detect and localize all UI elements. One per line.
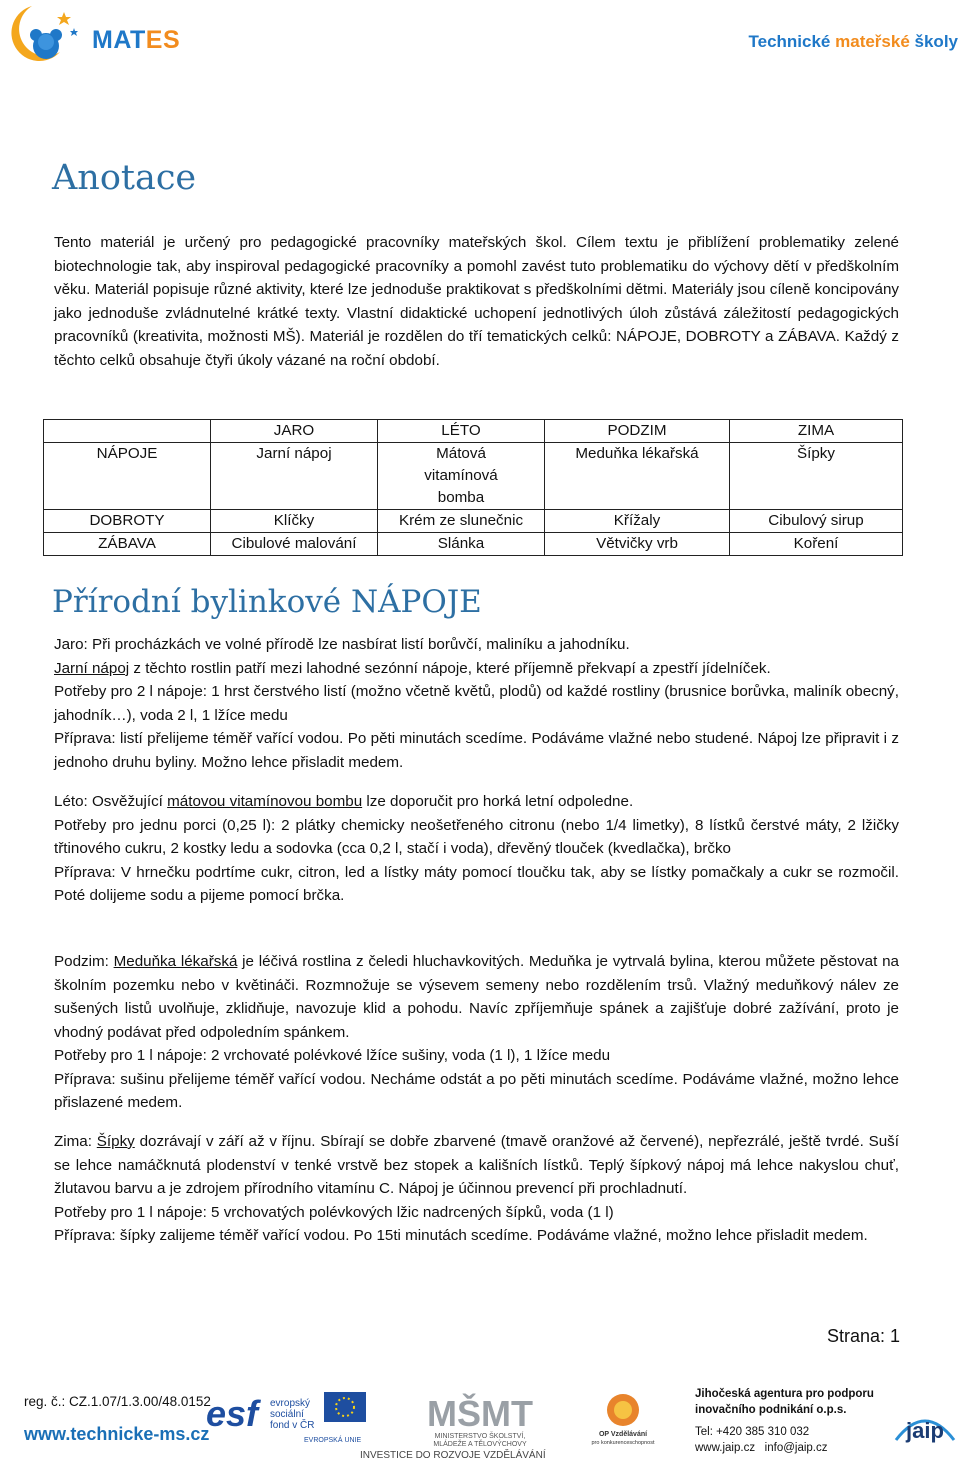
autumn-prep: Příprava: sušinu přelijeme téměř vařící vodou. Necháme odstát a po pěti minutách scedíme. Podáváme vlažné, možno lehce přislazené medem. [54, 1070, 899, 1111]
spring-needs: Potřeby pro 2 l nápoje: 1 hrst čerstvého listí (možno včetně květů, plodů) od každé rostliny (brusnice borůvka, maliník obecný, jahodník…), voda 2 l, 1 lžíce medu [54, 683, 899, 724]
topics-table [43, 419, 903, 556]
svg-text:EVROPSKÁ UNIE: EVROPSKÁ UNIE [304, 1437, 362, 1444]
winter-prep: Příprava: šípky zalijeme téměř vařící vodou. Po 15ti minutách scedíme. Podáváme vlažné, možno lehce přisladit medem. [54, 1227, 868, 1244]
agency-web-link[interactable]: www.jaip.cz [695, 1442, 756, 1454]
table-cell: Cibulové malování [211, 533, 378, 556]
table-cell: Cibulový sirup [730, 510, 903, 533]
svg-text:fond v ČR: fond v ČR [270, 1420, 315, 1431]
spring-drink-link: Jarní nápoj [54, 659, 130, 677]
page-header [0, 0, 960, 80]
table-cell: PODZIM [545, 420, 730, 443]
table-cell: Šípky [730, 443, 903, 510]
table-cell: Koření [730, 533, 903, 556]
table-cell: LÉTO [378, 420, 545, 443]
section-title: Přírodní bylinkové NÁPOJE [52, 584, 482, 620]
summer-prep: Příprava: V hrnečku podrtíme cukr, citron, led a lístky máty pomocí tloučku tak, aby se lístky pomačkaly a cukr se rozmočil. Poté dolijeme sodu a pijeme pomocí brčka. [54, 863, 899, 904]
svg-text:jaip: jaip [906, 1418, 944, 1443]
table-row [44, 443, 903, 510]
summer-needs: Potřeby pro jednu porci (0,25 l): 2 plátky chemicky neošetřeného citronu (nebo 1/4 limetky), 8 lístků čerstvé máty, 2 lžičky třtinového cukru, 2 kostky ledu a sodovka (cca 0,2 l, stačí i voda), dřevěný tlouček (kvedlačka), brčko [54, 816, 899, 857]
agency-info: Jihočeská agentura pro podporu inovačního podnikání o.p.s. Tel: +420 385 310 032 www.jaip.cz info@jaip.cz [695, 1388, 874, 1454]
svg-text:evropský: evropský [270, 1398, 311, 1409]
table-header-row [44, 420, 903, 443]
msmt-logo-icon [380, 1388, 580, 1448]
svg-text:esf: esf [206, 1393, 259, 1434]
investment-slogan: INVESTICE DO ROZVOJE VZDĚLÁVÁNÍ [360, 1450, 546, 1461]
header-tagline: Technické mateřské školy [748, 32, 958, 51]
table-cell: Mátová vitamínová bomba [378, 443, 545, 510]
table-cell: Krém ze slunečnic [378, 510, 545, 533]
winter-intro: Zima: Šípky dozrávají v září až v říjnu. Sbírají se dobře zbarvené (tmavě oranžové až červené), nepřezrálé, ještě tvrdé. Suší se lehce namáčknutá plodenství v tenké vrstvě bez stopek a kališních lístků. Teplý šípkový nápoj má lehce nakyslou chuť, žlutavou barvu a je zdrojem přírodního vitamínu C. Nápoj je účinnou prevencí při prochladnutí. [54, 1133, 899, 1197]
page-number: Strana: 1 [826, 1326, 900, 1346]
table-cell: JARO [211, 420, 378, 443]
spring-intro: Jaro: Při procházkách ve volné přírodě lze nasbírat listí borůvčí, maliníku a jahodníku. [54, 636, 630, 653]
svg-text:sociální: sociální [270, 1409, 304, 1420]
table-cell: ZIMA [730, 420, 903, 443]
winter-block [54, 1130, 899, 1248]
registration-number: reg. č.: CZ.1.07/1.3.00/48.0152 [24, 1394, 211, 1409]
svg-text:MŠMT: MŠMT [427, 1393, 533, 1434]
table-cell: Větvičky vrb [545, 533, 730, 556]
opvk-logo-icon [584, 1388, 662, 1448]
table-cell: ZÁBAVA [44, 533, 211, 556]
website-link[interactable]: www.technicke-ms.cz [24, 1424, 210, 1444]
table-cell: NÁPOJE [44, 443, 211, 510]
table-cell: Meduňka lékařská [545, 443, 730, 510]
svg-text:MLÁDEŽE A TĚLOVÝCHOVY: MLÁDEŽE A TĚLOVÝCHOVY [433, 1441, 527, 1448]
summer-intro: Léto: Osvěžující mátovou vitamínovou bombu lze doporučit pro horká letní odpoledne. [54, 793, 634, 810]
autumn-block [54, 950, 899, 1115]
svg-text:MINISTERSTVO ŠKOLSTVÍ,: MINISTERSTVO ŠKOLSTVÍ, [434, 1433, 526, 1440]
table-cell: Jarní nápoj [211, 443, 378, 510]
table-row [44, 510, 903, 533]
table-cell: Klíčky [211, 510, 378, 533]
winter-needs: Potřeby pro 1 l nápoje: 5 vrchovatých polévkových lžic nadrcených šípků, voda (1 l) [54, 1203, 614, 1221]
table-cell: Křížaly [545, 510, 730, 533]
summer-block [54, 790, 899, 908]
annotation-text: Tento materiál je určený pro pedagogické pracovníky mateřských škol. Cílem textu je přiblížení problematiky zelené biotechnologie tak, aby inspiroval pedagogické pracovníky a pomohl zavést tuto problematiku do výchovy dětí v předškolním věku. Materiál popisuje různé aktivity, které lze jednoduše praktikovat s předškolními dětmi. Materiály jsou cíleně koncipovány jako jednoduše zvládnutelné krátké texty. Vlastní didaktické uchopení jednotlivých úloh zůstává záležitostí pedagogických pracovníků (kreativita, možnosti MŠ). Materiál je rozdělen do tří tematických celků: NÁPOJE, DOBROTY a ZÁBAVA. Každý z těchto celků obsahuje čtyři úkoly vázané na roční období. [54, 234, 899, 369]
autumn-needs: Potřeby pro 1 l nápoje: 2 vrchovaté polévkové lžíce sušiny, voda (1 l), 1 lžíce medu [54, 1047, 611, 1064]
spring-prep: Příprava: listí přelijeme téměř vařící vodou. Po pěti minutách scedíme. Podáváme vlažné nebo studené. Nápoj lze připravit i z jednoho druhu byliny. Možno lehce přisladit medem. [54, 730, 899, 771]
spring-drink: Jarní nápoj z těchto rostlin patří mezi lahodné sezónní nápoje, které příjemně překvapí a zpestří jídelníček. [54, 659, 771, 677]
jaip-logo-icon [892, 1400, 958, 1446]
esf-eu-logo-icon [204, 1388, 369, 1448]
table-cell [44, 420, 211, 443]
page-footer [0, 1380, 960, 1464]
spring-block [54, 633, 899, 774]
agency-email-link[interactable]: info@jaip.cz [764, 1442, 828, 1454]
svg-text:OP Vzdělávání: OP Vzdělávání [598, 1431, 648, 1438]
svg-text:pro konkurenceschopnost: pro konkurenceschopnost [591, 1440, 655, 1446]
autumn-intro: Podzim: Meduňka lékařská je léčivá rostlina z čeledi hluchavkovitých. Meduňka je vytrvalá bylina, kterou můžete pěstovat na školním pozemku nebo v květináči. Rozmnožuje se výsevem semeny nebo rozdělením trsů. Vlažný meduňkový nálev ze sušených listů uvolňuje, zklidňuje, navozuje klid a pohodu. Navíc zpříjemňuje spánek a zajišťuje dobré zažívání, proto je vhodný podávat před odpoledním spánkem. [54, 953, 899, 1041]
mates-logo-icon [2, 2, 84, 70]
table-cell: Slánka [378, 533, 545, 556]
table-row [44, 533, 903, 556]
annotation-title: Anotace [52, 158, 197, 198]
brand-name: MATES [92, 26, 181, 54]
table-cell: DOBROTY [44, 510, 211, 533]
